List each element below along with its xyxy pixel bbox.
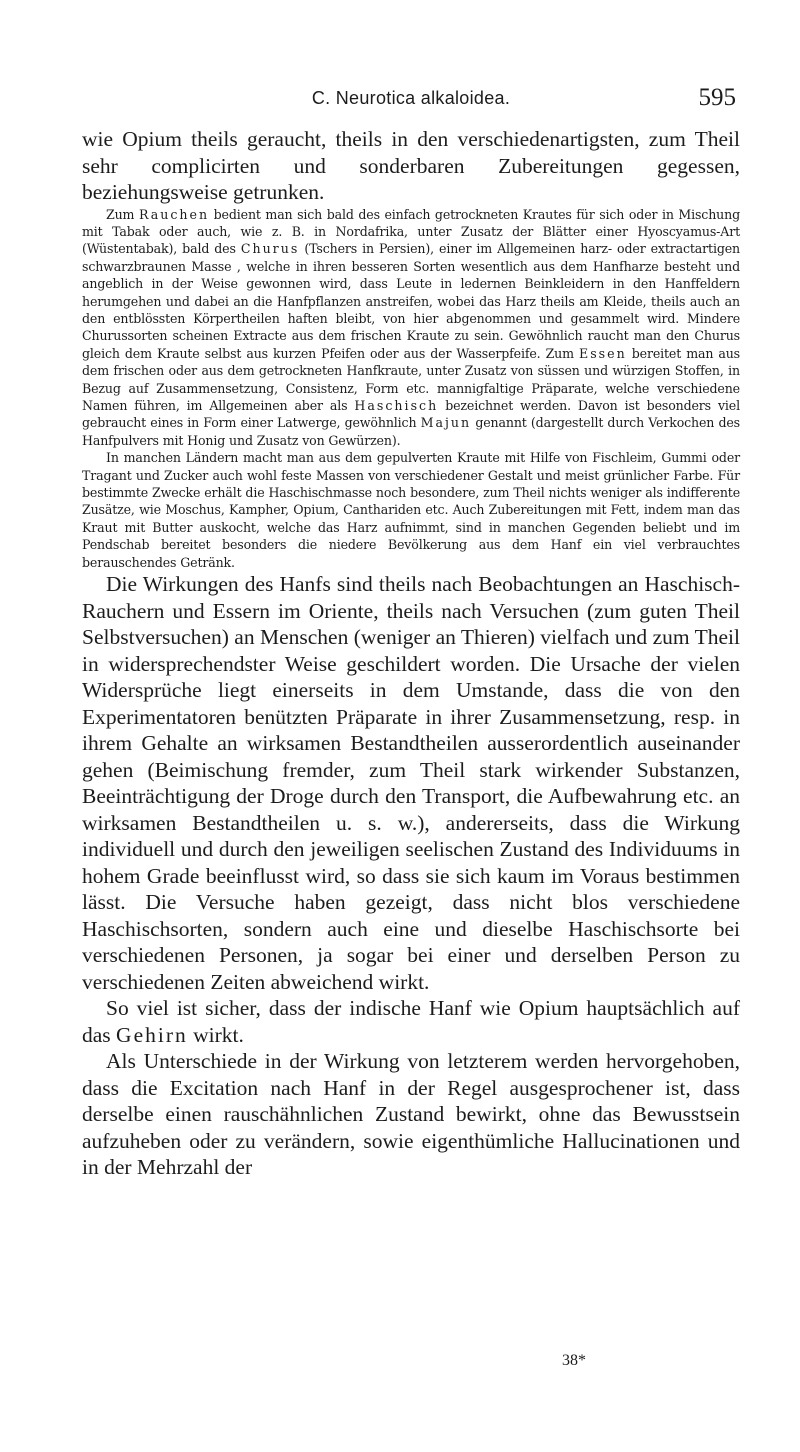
spaced-term: Majun (420, 415, 472, 431)
paragraph (82, 126, 740, 206)
paragraph (82, 206, 740, 450)
paragraph (82, 571, 740, 995)
text-run: bedient man sich bald des einfach getrockneten Krautes für sich oder in Mischung mit Tabak oder auch, wie z. B. in Nordafrika, unter Zusatz der Blätter einer Hyoscyamus-Art (Wüstentabak), bald des (82, 206, 740, 257)
body-text (82, 126, 740, 1181)
text-run: In manchen Ländern macht man aus dem gepulverten Kraute mit Hilfe von Fischleim, Gummi oder Tragant und Zucker auch wohl feste Massen von verschiedener Gestalt und meist grünlicher Farbe. Für bestimmte Zwecke erhält die Haschischmasse noch besondere, zum Theil nichts weniger als indifferente Zusätze, wie Moschus, Kampher, Opium, Canthariden etc. Auch Zubereitungen mit Fett, indem man das Kraut mit Butter auskocht, welche das Harz aufnimmt, sind in manchen Gegenden beliebt und im Pendschab bereitet besonders die niedere Bevölkerung aus dem Hanf ein viel verbrauchtes berauschendes Getränk. (82, 450, 740, 570)
paragraph (82, 1048, 740, 1181)
paragraph (82, 995, 740, 1048)
text-run: Die Wirkungen des Hanfs sind theils nach Beobachtungen an Haschisch-Rauchern und Essern im Oriente, theils nach Versuchen (zum guten Theil Selbstversuchen) an Menschen (weniger an Thieren) vielfach und zum Theil in widersprechendster Weise geschildert worden. Die Ursache der vielen Widersprüche liegt einerseits in dem Umstande, dass die von den Experimentatoren benützten Präparate in ihrer Zusammensetzung, resp. in ihrem Gehalte an wirksamen Bestandtheilen ausserordentlich auseinander gehen (Beimischung fremder, zum Theil stark wirkender Substanzen, Beeinträchtigung der Droge durch den Transport, die Aufbewahrung etc. an wirksamen Bestandtheilen u. s. w.), andererseits, dass die Wirkung individuell und durch den jeweiligen seelischen Zustand des Individuums in hohem Grade beeinflusst wird, so dass sie sich kaum im Voraus bestimmen lässt. Die Versuche haben gezeigt, dass nicht blos verschiedene Haschischsorten, sondern auch eine und dieselbe Haschischsorte bei verschiedenen Personen, ja sogar bei einer und derselben Person zu verschiedenen Zeiten abweichend wirkt. (82, 572, 740, 994)
text-run: wie Opium theils geraucht, theils in den verschiedenartigsten, zum Theil sehr complicirten und sonderbaren Zubereitungen gegessen, beziehungsweise getrunken. (82, 127, 740, 204)
spaced-term: Gehirn (116, 1022, 188, 1047)
paragraph (82, 449, 740, 571)
text-run: bereitet man aus dem frischen oder aus dem getrockneten Hanfkraute, unter Zusatz von süssen und würzigen Stoffen, in Bezug auf Zusammensetzung, Consistenz, Form etc. mannigfaltige Präparate, welche verschiedene Namen führen, im Allgemeinen aber als (82, 345, 740, 413)
spaced-term: Essen (579, 345, 627, 361)
text-run: (Tschers in Persien), einer im Allgemeinen harz- oder extractartigen schwarzbraunen Masse , welche in ihren besseren Sorten wesentlich aus dem Hanfharze besteht und angeblich in der Weise gewonnen wird, dass Leute in ledernen Beinkleidern in den Hanffeldern herumgehen und dabei an die Hanfpflanzen anstreifen, wobei das Harz theils am Kleide, theils auch an den entblössten Körpertheilen haften bleibt, von hier abgenommen und gesammelt wird. Mindere Churussorten scheinen Extracte aus dem frischen Kraute zu sein. Gewöhnlich raucht man den Churus gleich dem Kraute selbst aus kurzen Pfeifen oder aus der Wasserpfeife. Zum (82, 241, 740, 361)
text-run: wirkt. (187, 1022, 244, 1047)
page-number: 595 (698, 84, 736, 111)
running-title: C. Neurotica alkaloidea. (311, 88, 511, 108)
text-run: Als Unterschiede in der Wirkung von letzterem werden hervorgehoben, dass die Excitation nach Hanf in der Regel ausgesprochener ist, dass derselbe einen rauschähnlichen Zustand bewirkt, ohne das Bewusstsein aufzuheben oder zu verändern, sowie eigenthümliche Hallucinationen und in der Mehrzahl der (82, 1049, 740, 1180)
text-run: bezeichnet werden. Davon ist besonders viel gebraucht eines in Form einer Latwerge, gewöhnlich (82, 397, 740, 431)
text-run: So viel ist sicher, dass der indische Hanf wie Opium hauptsächlich auf das (82, 996, 740, 1047)
text-run: Zum (106, 206, 139, 222)
spaced-term: Churus (240, 241, 300, 257)
spaced-term: Rauchen (138, 206, 210, 222)
running-head (82, 84, 740, 112)
signature-mark: 38* (562, 1352, 586, 1369)
spaced-term: Haschisch (354, 397, 439, 413)
text-run: genannt (dargestellt durch Verkochen des Hanfpulvers mit Honig und Zusatz von Gewürzen). (82, 415, 740, 448)
